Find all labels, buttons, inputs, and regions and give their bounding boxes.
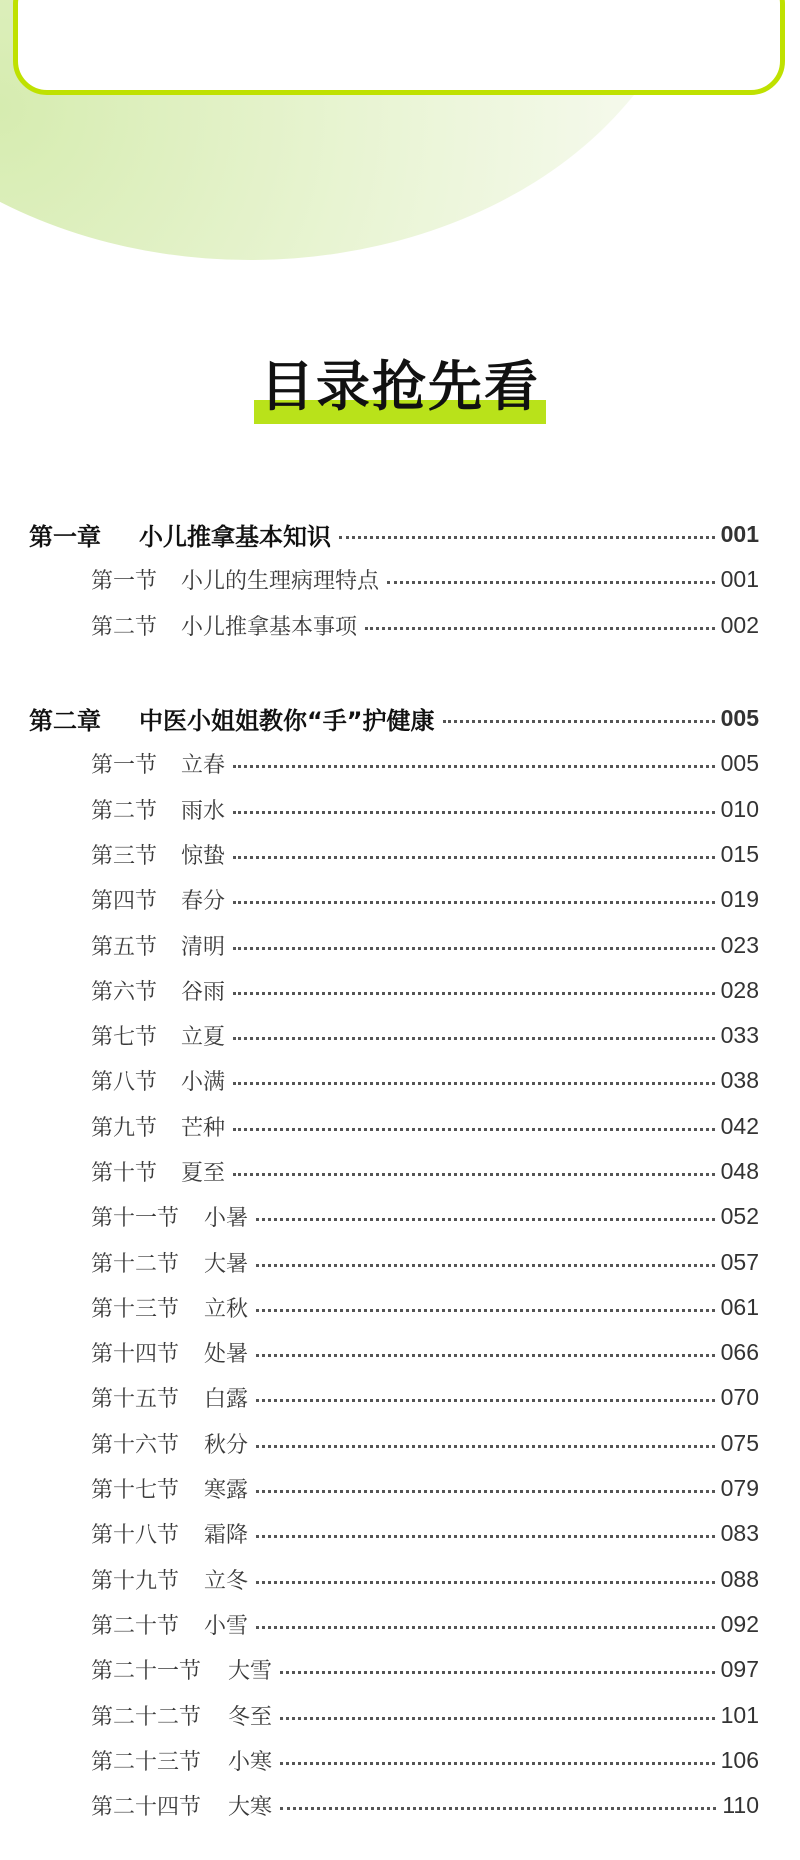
toc-section-row[interactable] bbox=[29, 1602, 759, 1647]
section-title: 处暑 bbox=[204, 1342, 249, 1368]
section-page-number: 001 bbox=[720, 566, 759, 593]
section-page-number: 010 bbox=[720, 795, 759, 822]
toc-section-row[interactable] bbox=[29, 1330, 759, 1375]
section-title: 大雪 bbox=[228, 1659, 273, 1685]
section-number: 第十八节 bbox=[91, 1523, 180, 1549]
section-title: 芒种 bbox=[181, 1115, 226, 1141]
dot-leader bbox=[280, 1807, 716, 1810]
section-page-number: 079 bbox=[720, 1475, 759, 1502]
toc-section-row[interactable] bbox=[29, 1738, 759, 1783]
dot-leader bbox=[233, 765, 715, 768]
section-title: 秋分 bbox=[204, 1432, 249, 1458]
dot-leader bbox=[365, 627, 715, 630]
dot-leader bbox=[233, 1128, 715, 1131]
dot-leader bbox=[256, 1535, 715, 1538]
dot-leader bbox=[233, 992, 715, 995]
dot-leader bbox=[339, 536, 715, 539]
dot-leader bbox=[256, 1399, 715, 1402]
section-number: 第十九节 bbox=[91, 1568, 180, 1594]
section-number: 第八节 bbox=[91, 1070, 158, 1096]
toc-section-row[interactable] bbox=[29, 968, 759, 1013]
section-page-number: 015 bbox=[720, 840, 759, 867]
dot-leader bbox=[256, 1354, 715, 1357]
section-page-number: 083 bbox=[720, 1520, 759, 1547]
section-page-number: 038 bbox=[720, 1067, 759, 1094]
section-number: 第四节 bbox=[91, 889, 158, 915]
toc-section-row[interactable] bbox=[29, 832, 759, 877]
dot-leader bbox=[256, 1264, 715, 1267]
dot-leader bbox=[256, 1218, 715, 1221]
section-number: 第一节 bbox=[91, 753, 158, 779]
section-page-number: 002 bbox=[720, 611, 759, 638]
section-label bbox=[91, 1700, 272, 1731]
chapter-page-number: 005 bbox=[720, 705, 759, 732]
section-page-number: 052 bbox=[720, 1203, 759, 1230]
section-title: 立秋 bbox=[204, 1296, 249, 1322]
section-title: 惊蛰 bbox=[181, 843, 226, 869]
toc-section-row[interactable] bbox=[29, 1421, 759, 1466]
section-label bbox=[91, 1337, 248, 1368]
section-page-number: 097 bbox=[720, 1656, 759, 1683]
section-number: 第三节 bbox=[91, 843, 158, 869]
section-number: 第二十三节 bbox=[91, 1749, 202, 1775]
toc-section-row[interactable] bbox=[29, 922, 759, 967]
toc-section-row[interactable] bbox=[29, 1557, 759, 1602]
chapter-title: 中医小姐姐教你“手”护健康 bbox=[139, 707, 435, 736]
toc-chapter-row[interactable] bbox=[29, 696, 759, 741]
section-title: 雨水 bbox=[181, 798, 226, 824]
section-title: 小儿推拿基本事项 bbox=[181, 614, 358, 640]
section-title: 清明 bbox=[181, 934, 226, 960]
section-label bbox=[91, 748, 225, 779]
section-number: 第二十四节 bbox=[91, 1795, 202, 1821]
section-page-number: 070 bbox=[720, 1384, 759, 1411]
section-page-number: 110 bbox=[722, 1792, 759, 1819]
section-label bbox=[91, 1518, 248, 1549]
chapter-label bbox=[29, 517, 331, 552]
section-page-number: 066 bbox=[720, 1339, 759, 1366]
section-title: 立夏 bbox=[181, 1025, 226, 1051]
dot-leader bbox=[233, 811, 715, 814]
section-title: 小寒 bbox=[228, 1749, 273, 1775]
dot-leader bbox=[233, 1082, 715, 1085]
chapter-number: 第一章 bbox=[29, 523, 101, 552]
top-card bbox=[13, 0, 785, 95]
section-page-number: 061 bbox=[720, 1293, 759, 1320]
dot-leader bbox=[443, 720, 715, 723]
dot-leader bbox=[233, 1173, 715, 1176]
section-number: 第二十节 bbox=[91, 1613, 180, 1639]
section-title: 白露 bbox=[204, 1387, 249, 1413]
toc-section-row[interactable] bbox=[29, 1104, 759, 1149]
section-page-number: 028 bbox=[720, 976, 759, 1003]
section-label bbox=[91, 884, 225, 915]
section-label bbox=[91, 1745, 272, 1776]
section-page-number: 042 bbox=[720, 1112, 759, 1139]
section-title: 谷雨 bbox=[181, 979, 226, 1005]
section-number: 第六节 bbox=[91, 979, 158, 1005]
toc-section-row[interactable] bbox=[29, 1692, 759, 1737]
toc-section-row[interactable] bbox=[29, 1375, 759, 1420]
section-number: 第二节 bbox=[91, 614, 158, 640]
section-number: 第十七节 bbox=[91, 1478, 180, 1504]
section-number: 第九节 bbox=[91, 1115, 158, 1141]
top-decoration bbox=[0, 0, 800, 290]
section-page-number: 023 bbox=[720, 931, 759, 958]
section-title: 冬至 bbox=[228, 1704, 273, 1730]
section-page-number: 048 bbox=[720, 1158, 759, 1184]
chapter-gap bbox=[29, 648, 759, 696]
section-label bbox=[91, 1382, 248, 1413]
section-title: 小雪 bbox=[204, 1613, 249, 1639]
section-label bbox=[91, 1111, 225, 1142]
section-number: 第十六节 bbox=[91, 1432, 180, 1458]
dot-leader bbox=[256, 1490, 715, 1493]
dot-leader bbox=[256, 1445, 715, 1448]
toc-section-row[interactable] bbox=[29, 1511, 759, 1556]
dot-leader bbox=[387, 581, 715, 584]
section-number: 第十三节 bbox=[91, 1296, 180, 1322]
section-page-number: 106 bbox=[720, 1746, 759, 1773]
section-label bbox=[91, 1609, 248, 1640]
toc-section-row[interactable] bbox=[29, 786, 759, 831]
section-number: 第十一节 bbox=[91, 1206, 180, 1232]
toc-section-row[interactable] bbox=[29, 1194, 759, 1239]
section-title: 小暑 bbox=[204, 1206, 249, 1232]
chapter-number: 第二章 bbox=[29, 707, 101, 736]
page-title-text: 目录抢先看 bbox=[260, 354, 540, 418]
section-title: 小儿的生理病理特点 bbox=[181, 569, 380, 595]
section-label bbox=[91, 1654, 272, 1685]
section-title: 夏至 bbox=[181, 1161, 226, 1186]
toc-section-row[interactable] bbox=[29, 1466, 759, 1511]
chapter-page-number: 001 bbox=[720, 521, 759, 548]
section-number: 第二十二节 bbox=[91, 1704, 202, 1730]
dot-leader bbox=[280, 1717, 715, 1720]
section-number: 第十节 bbox=[91, 1161, 158, 1186]
section-title: 小满 bbox=[181, 1070, 226, 1096]
section-label bbox=[91, 1156, 225, 1187]
section-label bbox=[91, 1564, 248, 1595]
section-label bbox=[91, 1292, 248, 1323]
toc-section-row[interactable] bbox=[29, 603, 759, 648]
page-title bbox=[254, 352, 546, 420]
section-page-number: 101 bbox=[720, 1701, 759, 1728]
toc-chapter-row[interactable] bbox=[29, 512, 759, 557]
section-label bbox=[91, 794, 225, 825]
toc-section-row[interactable] bbox=[29, 1783, 759, 1828]
section-page-number: 088 bbox=[720, 1565, 759, 1592]
toc-section-row[interactable] bbox=[29, 1013, 759, 1058]
section-page-number: 092 bbox=[720, 1610, 759, 1637]
section-title: 大寒 bbox=[228, 1795, 273, 1821]
section-page-number: 057 bbox=[720, 1248, 759, 1275]
toc-section-row[interactable] bbox=[29, 1285, 759, 1330]
dot-leader bbox=[233, 1037, 715, 1040]
dot-leader bbox=[280, 1762, 715, 1765]
section-number: 第十二节 bbox=[91, 1251, 180, 1277]
section-title: 立冬 bbox=[204, 1568, 249, 1594]
toc-section-row[interactable] bbox=[29, 1647, 759, 1692]
toc-section-row[interactable] bbox=[29, 1149, 759, 1194]
toc-section-row[interactable] bbox=[29, 741, 759, 786]
section-label bbox=[91, 839, 225, 870]
section-label bbox=[91, 1473, 248, 1504]
heading-container bbox=[0, 352, 800, 420]
section-page-number: 075 bbox=[720, 1429, 759, 1456]
section-label bbox=[91, 1247, 248, 1278]
section-label bbox=[91, 1790, 272, 1821]
section-label bbox=[91, 1020, 225, 1051]
section-number: 第五节 bbox=[91, 934, 158, 960]
dot-leader bbox=[256, 1309, 715, 1312]
dot-leader bbox=[233, 901, 715, 904]
chapter-label bbox=[29, 701, 435, 736]
section-label bbox=[91, 1065, 225, 1096]
toc-section-row[interactable] bbox=[29, 1058, 759, 1103]
chapter-title: 小儿推拿基本知识 bbox=[139, 523, 331, 552]
section-page-number: 005 bbox=[720, 750, 759, 777]
section-title: 春分 bbox=[181, 889, 226, 915]
dot-leader bbox=[233, 947, 715, 950]
section-number: 第二节 bbox=[91, 798, 158, 824]
section-label bbox=[91, 564, 379, 595]
section-label bbox=[91, 1428, 248, 1459]
toc-section-row[interactable] bbox=[29, 877, 759, 922]
section-label bbox=[91, 1201, 248, 1232]
section-page-number: 019 bbox=[720, 886, 759, 913]
section-number: 第一节 bbox=[91, 569, 158, 595]
section-label bbox=[91, 610, 357, 641]
section-title: 霜降 bbox=[204, 1523, 249, 1549]
section-page-number: 033 bbox=[720, 1022, 759, 1049]
toc-section-row[interactable] bbox=[29, 557, 759, 602]
dot-leader bbox=[256, 1626, 715, 1629]
section-label bbox=[91, 930, 225, 961]
section-number: 第七节 bbox=[91, 1025, 158, 1051]
dot-leader bbox=[256, 1581, 715, 1584]
section-title: 立春 bbox=[181, 753, 226, 779]
section-number: 第十四节 bbox=[91, 1342, 180, 1368]
section-number: 第二十一节 bbox=[91, 1659, 202, 1685]
section-label bbox=[91, 975, 225, 1006]
dot-leader bbox=[233, 856, 715, 859]
dot-leader bbox=[280, 1671, 715, 1674]
section-title: 寒露 bbox=[204, 1478, 249, 1504]
section-title: 大暑 bbox=[204, 1251, 249, 1277]
toc-section-row[interactable] bbox=[29, 1239, 759, 1284]
table-of-contents bbox=[29, 512, 759, 1828]
section-number: 第十五节 bbox=[91, 1387, 180, 1413]
